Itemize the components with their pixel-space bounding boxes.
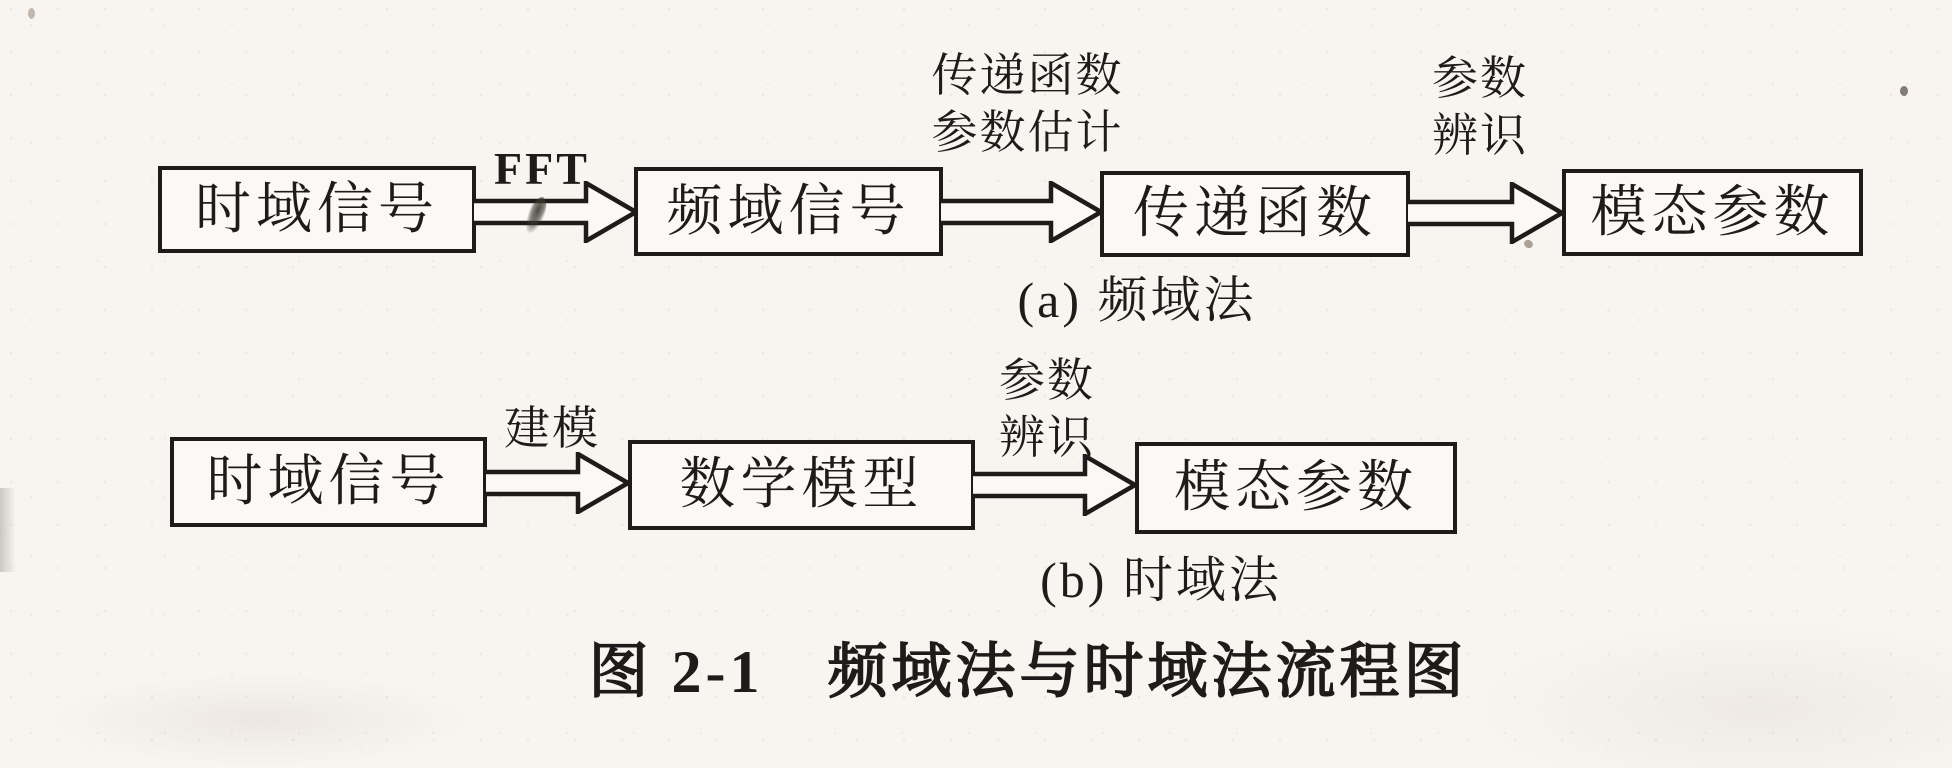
flow-b-box-time-domain-signal: 时域信号 [170, 437, 487, 527]
flow-b-box-modal-parameters: 模态参数 [1135, 442, 1457, 534]
label-line: 参数 [1432, 53, 1528, 104]
label-line: 辨识 [999, 412, 1095, 463]
flow-a-box-frequency-domain-signal: 频域信号 [634, 167, 943, 256]
flow-a-box-time-domain-signal: 时域信号 [158, 166, 476, 253]
arrow-parameter-identification-b-label [962, 352, 1132, 466]
scan-speck [1900, 86, 1908, 96]
label-line: 参数估计 [931, 107, 1124, 158]
label-line: 传递函数 [931, 50, 1124, 101]
scan-speck [28, 8, 35, 19]
flow-a-box-modal-parameters: 模态参数 [1562, 169, 1863, 256]
flow-b-caption: (b) 时域法 [1040, 552, 1282, 608]
arrow-parameter-identification-a [1408, 182, 1564, 244]
arrow-fft-label: FFT [494, 143, 590, 194]
scan-shading [40, 672, 480, 768]
arrow-transfer-function-estimation [941, 181, 1103, 243]
arrow-modeling [486, 452, 630, 514]
scan-shading [1470, 620, 1952, 768]
arrow-parameter-identification-a-label [1395, 50, 1565, 164]
label-line: 参数 [999, 355, 1095, 406]
label-line: 辨识 [1432, 110, 1528, 161]
flow-a-caption: (a) 频域法 [1017, 272, 1257, 328]
flow-b-box-mathematical-model: 数学模型 [628, 440, 975, 530]
arrow-transfer-function-estimation-label [905, 47, 1150, 161]
scan-shading [0, 488, 16, 572]
arrow-modeling-label: 建模 [504, 403, 600, 454]
figure-caption: 图 2-1 频域法与时域法流程图 [588, 639, 1468, 705]
flow-a-box-transfer-function: 传递函数 [1100, 171, 1410, 257]
